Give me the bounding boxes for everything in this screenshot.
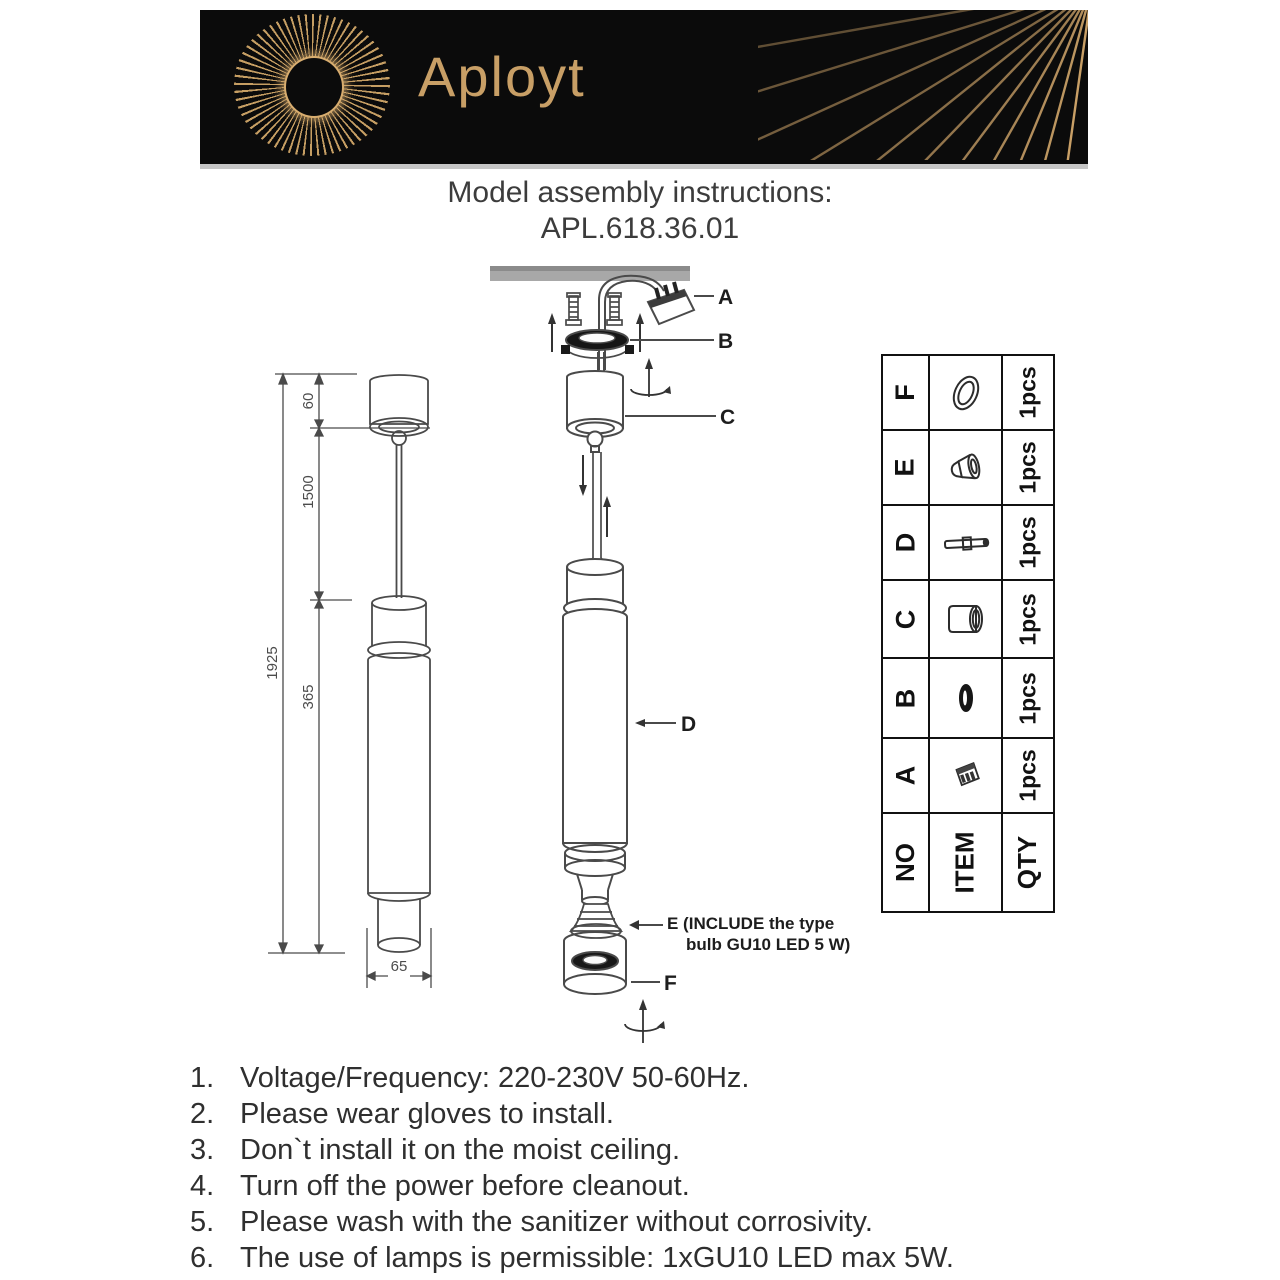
part-no-cell [883, 581, 930, 659]
instruction-text: Don`t install it on the moist ceiling. [240, 1134, 681, 1166]
label-a: A [718, 286, 734, 309]
assembly-diagram [455, 250, 885, 1060]
svg-text:65: 65 [390, 958, 408, 975]
part-no-cell [883, 739, 930, 814]
instruction-text: Turn off the power before cleanout. [240, 1170, 690, 1202]
label-e-line1: E (INCLUDE the type [667, 914, 835, 933]
instruction-item [190, 1060, 1090, 1096]
part-no-cell [883, 356, 930, 431]
rotate-arrow-canopy [631, 358, 671, 397]
instruction-number: 6. [190, 1242, 215, 1274]
svg-text:60: 60 [300, 392, 317, 410]
canopy-icon [938, 591, 994, 647]
part-qty: 1pcs [1014, 592, 1041, 646]
part-letter: E [889, 458, 920, 477]
part-no-cell [883, 506, 930, 581]
anchor-dowels [566, 293, 622, 325]
wire-connector-icon [938, 748, 994, 804]
part-qty-cell [1003, 431, 1053, 506]
part-item-cell [930, 659, 1003, 739]
instruction-item [190, 1240, 1090, 1276]
part-item-cell [930, 506, 1003, 581]
instruction-item [190, 1168, 1090, 1204]
gu10-bulb-icon [938, 440, 994, 496]
part-qty: 1pcs [1014, 366, 1041, 419]
instruction-text: Please wear gloves to install. [240, 1098, 614, 1130]
part-no-cell [883, 431, 930, 506]
slide-arrows [579, 455, 611, 537]
svg-text:365: 365 [300, 684, 317, 710]
instruction-number: 1. [190, 1062, 215, 1094]
instruction-text: The use of lamps is permissible: 1xGU10 LED max 5W. [240, 1242, 954, 1274]
decorative-rays-icon [758, 10, 1088, 160]
dimension-values [264, 393, 407, 975]
ceiling [490, 266, 690, 281]
part-qty-cell [1003, 356, 1053, 431]
instruction-item [190, 1096, 1090, 1132]
label-d: D [681, 713, 697, 736]
instruction-text: Please wash with the sanitizer without corrosivity. [240, 1206, 873, 1238]
svg-text:1500: 1500 [300, 475, 317, 509]
page-title: Model assembly instructions: [447, 176, 833, 209]
suspension-rod [586, 452, 608, 566]
sunburst-logo-icon [234, 14, 390, 156]
sunburst-core [284, 56, 344, 118]
table-header-no: NO [883, 814, 930, 911]
shade-ring-icon [938, 365, 994, 421]
dimension-lines [268, 374, 431, 988]
supply-cable [599, 276, 664, 370]
part-no-cell [883, 659, 930, 739]
part-qty-cell [1003, 581, 1053, 659]
part-qty-cell [1003, 506, 1053, 581]
instruction-text: Voltage/Frequency: 220-230V 50-60Hz. [240, 1062, 750, 1094]
brand-name: Aployt [418, 45, 586, 108]
lamp-body [563, 559, 627, 905]
part-qty: 1pcs [1014, 441, 1041, 494]
part-item-cell [930, 356, 1003, 431]
table-header-item: ITEM [930, 814, 1003, 911]
leader-e [629, 920, 663, 930]
label-c: C [720, 406, 736, 429]
part-letter: A [890, 765, 920, 786]
rod-icon [938, 515, 994, 571]
part-item-cell [930, 581, 1003, 659]
part-letter: F [890, 384, 920, 401]
part-letter: D [890, 532, 920, 553]
instruction-item [190, 1204, 1090, 1240]
parts-table [881, 354, 1055, 913]
model-number: APL.618.36.01 [540, 212, 740, 245]
instruction-number: 2. [190, 1098, 215, 1130]
part-item-cell [930, 431, 1003, 506]
instruction-number: 4. [190, 1170, 215, 1202]
part-letter: C [890, 609, 920, 629]
lamp-side-view [368, 375, 430, 952]
mounting-ring-icon [938, 670, 994, 726]
part-letter: B [890, 688, 920, 708]
label-b: B [718, 330, 734, 353]
instruction-item [190, 1132, 1090, 1168]
leader-d [635, 719, 676, 727]
part-item-cell [930, 739, 1003, 814]
shade-ring [564, 932, 626, 994]
label-e-line2: bulb GU10 LED 5 W) [686, 935, 851, 954]
table-header-qty: QTY [1012, 835, 1043, 890]
instruction-number: 3. [190, 1134, 215, 1166]
svg-text:1925: 1925 [264, 646, 281, 680]
part-qty-cell [1003, 739, 1053, 814]
part-qty: 1pcs [1014, 671, 1041, 725]
part-qty: 1pcs [1014, 749, 1041, 802]
instructions-list [190, 1060, 1090, 1276]
brand-banner [200, 10, 1088, 169]
part-qty: 1pcs [1014, 516, 1041, 569]
instruction-number: 5. [190, 1206, 215, 1238]
part-qty-cell [1003, 659, 1053, 739]
rotate-arrow-ring [625, 999, 665, 1043]
label-f: F [664, 972, 677, 995]
canopy [567, 352, 623, 452]
